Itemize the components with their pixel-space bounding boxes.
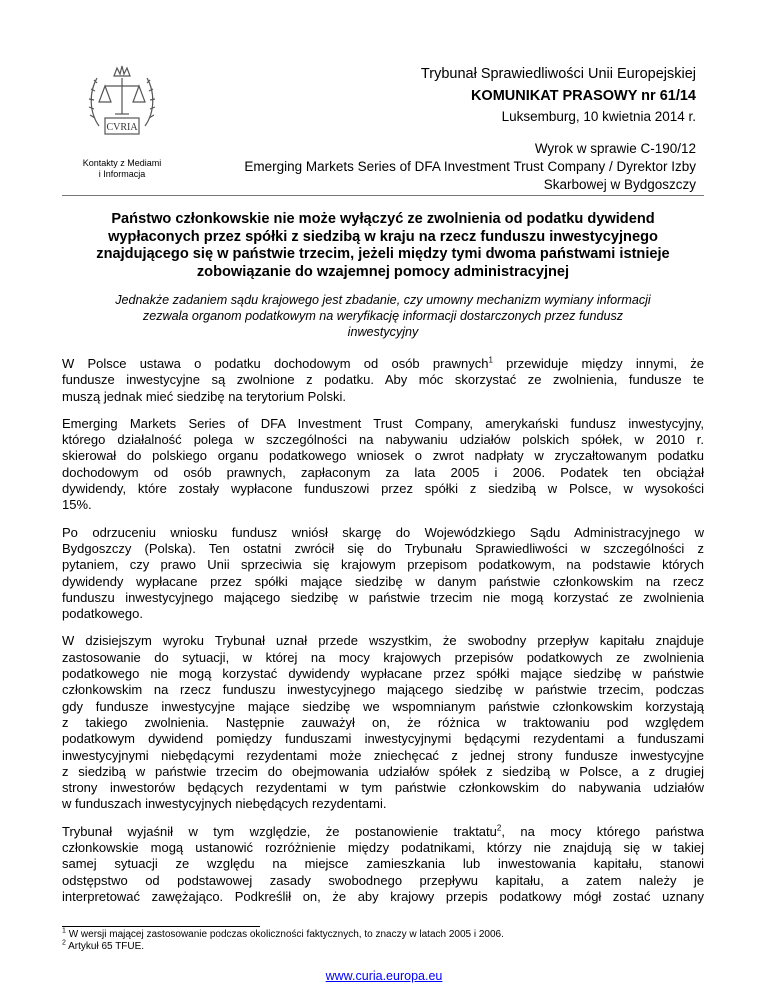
headline xyxy=(62,211,704,281)
subheadline-line: inwestycyjny xyxy=(347,325,419,339)
text-line: funduszu inwestycyjnego mającego siedzibę w państwie trzecim nie mogą korzystać ze zwolnienia xyxy=(62,589,704,605)
text-line: gdy fundusze inwestycyjne mające siedzibę we wspomnianym państwie członkowskim korzystają xyxy=(62,698,704,714)
body-text xyxy=(62,356,704,905)
text-line: skierował do polskiego organu podatkowego wniosek o zwrot nadpłaty w zryczałtowanym podatku xyxy=(62,448,704,464)
headline-line: zobowiązanie do wzajemnej pomocy administracyjnej xyxy=(196,263,570,280)
text-line: muszą jednak mieć siedzibę na terytorium Polski. xyxy=(62,388,346,404)
headline-line: wypłaconych przez spółki z siedzibą w kraju na rzecz funduszu inwestycyjnego xyxy=(108,228,658,245)
text-line: dochodowym od osób prawnych, zapłaconym za lata 2005 i 2006. Podatek ten obciążał xyxy=(62,464,704,480)
headline-line: Państwo członkowskie nie może wyłączyć ze zwolnienia od podatku dywidend xyxy=(111,211,655,227)
footnote-number: 2 xyxy=(62,939,66,947)
text-line: z takiego zwolnienia. Następnie zauważył on, że różnica w traktowaniu pod względem xyxy=(62,714,704,730)
paragraph-4 xyxy=(62,633,704,812)
paragraph-1 xyxy=(62,356,704,405)
footnote-text: Artykuł 65 TFUE. xyxy=(68,941,145,952)
subheadline-line: Jednakże zadaniem sądu krajowego jest zbadanie, czy umowny mechanizm wymiany informacji xyxy=(115,293,651,307)
text-fragment: Trybunał wyjaśnił w tym względzie, że postanowienie traktatu xyxy=(62,823,497,839)
text-line: dywidendy, które zostały wypłacone funduszowi przez spółki z siedzibą w Polsce, w wysokości xyxy=(62,481,704,497)
case-reference xyxy=(244,140,696,194)
footnote-number: 1 xyxy=(62,927,66,935)
footnote-1 xyxy=(62,929,504,941)
text-line: 15%. xyxy=(62,497,92,513)
release-date: Luksemburg, 10 kwietnia 2014 r. xyxy=(501,109,696,124)
text-fragment: W Polsce ustawa o podatku dochodowym od osób prawnych xyxy=(62,356,489,371)
subheadline xyxy=(62,292,704,340)
text-line: odstępstwo od podstawowej zasady swobodnego przepływu kapitału, a zatem należy je xyxy=(62,872,704,888)
logo-caption-line-2: i Informacja xyxy=(98,169,146,179)
text-line: zastosowanie do sytuacji, w której na mocy krajowych przepisów podatkowych ze zwolnienia xyxy=(62,649,704,665)
headline-line: znajdującego się w państwie trzecim, jeżeli między tymi dwoma państwami istnieje xyxy=(96,246,670,262)
logo-text: CVRIA xyxy=(106,122,138,133)
subheadline-line: zezwala organom podatkowym na weryfikację informacji dostarczonych przez fundusz xyxy=(142,309,624,323)
footnote-text: W wersji mającej zastosowanie podczas okoliczności faktycznych, to znaczy w latach 2005 i 2006. xyxy=(68,929,504,940)
text-line: strony inwestorów będących rezydentami w tym państwie członkowskim do nabywania udziałów xyxy=(62,780,704,796)
text-line: podatkowego. xyxy=(62,606,143,622)
text-line: interpretować zawężająco. Podkreślił on, że aby krajowy przepis podatkowy mógł zostać uznany xyxy=(62,888,704,904)
footnote-ref-2: 2 xyxy=(496,823,502,833)
court-name: Trybunał Sprawiedliwości Unii Europejskiej xyxy=(420,66,696,82)
text-fragment: , na mocy którego państwa xyxy=(501,823,704,839)
case-line-3: Skarbowej w Bydgoszczy xyxy=(543,177,696,192)
paragraph-3 xyxy=(62,525,704,623)
text-line: z siedzibą w państwie trzecim do obejmowania udziałów spółek z siedzibą w Polsce, a z drugiej xyxy=(62,763,704,779)
text-line: podatkowym dywidend pomiędzy funduszami inwestycyjnymi będącymi rezydentami a funduszami xyxy=(62,731,704,747)
case-line-1: Wyrok w sprawie C-190/12 xyxy=(534,141,696,156)
curia-logo xyxy=(85,62,159,154)
paragraph-2 xyxy=(62,416,704,514)
footnote-2 xyxy=(62,941,504,953)
press-release-number: KOMUNIKAT PRASOWY nr 61/14 xyxy=(470,88,696,104)
text-line xyxy=(62,356,704,372)
text-line: Bydgoszczy (Polska). Ten ostatni zwrócił się do Trybunału Sprawiedliwości w szczególności z xyxy=(62,540,704,556)
text-line: Po odrzuceniu wniosku fundusz wniósł skargę do Wojewódzkiego Sądu Administracyjnego w xyxy=(62,524,704,540)
text-line: Emerging Markets Series of DFA Investment Trust Company, amerykański fundusz inwestycyjny, xyxy=(62,415,704,431)
curia-website-link[interactable]: www.curia.europa.eu xyxy=(325,969,443,983)
case-line-2: Emerging Markets Series of DFA Investment Trust Company / Dyrektor Izby xyxy=(244,159,696,174)
text-line: w funduszach inwestycyjnych niebędących rezydentami. xyxy=(62,796,387,812)
logo-caption-line-1: Kontakty z Mediami xyxy=(82,158,162,168)
footnotes xyxy=(62,929,504,953)
text-line: dywidendy wypłacane przez spółki mające siedzibę w danym państwie członkowskim na rzecz xyxy=(62,573,704,589)
text-line: podatkowego nie mogą korzystać dywidendy wypłacane przez spółki mające siedzibę w państwie xyxy=(62,666,704,682)
text-line: członkowskim na rzecz funduszu inwestycyjnego mającego siedzibę w państwie trzecim, podczas xyxy=(62,682,704,698)
logo-caption xyxy=(70,158,174,180)
footnote-divider xyxy=(62,926,260,927)
text-line xyxy=(62,824,704,840)
text-line: którego działalność polega w szczególności na nabywaniu udziałów polskich spółek, w 2010 r. xyxy=(62,432,704,448)
text-line: samej sytuacji ze względu na miejsce zamieszkania lub inwestowania kapitału, stanowi xyxy=(62,856,704,872)
text-fragment: przewiduje między innymi, że xyxy=(492,356,704,371)
paragraph-5 xyxy=(62,824,704,905)
footnote-ref-1: 1 xyxy=(488,355,493,365)
text-line: pytaniem, czy prawo Unii sprzeciwia się krajowym przepisom podatkowym, na podstawie których xyxy=(62,557,704,573)
text-line: W dzisiejszym wyroku Trybunał uznał przede wszystkim, że swobodny przepływ kapitału znajduje xyxy=(62,633,704,649)
text-line: członkowskie mogą ustanowić rozróżnienie między podatnikami, którzy nie znajdują się w takiej xyxy=(62,840,704,856)
text-line: fundusze inwestycyjne są zwolnione z podatku. Aby móc skorzystać ze zwolnienia, fundusze te xyxy=(62,372,704,388)
header-divider xyxy=(62,195,704,196)
text-line: inwestycyjnymi niebędącymi rezydentami może zniechęcać z jednej strony fundusze inwestycyjne xyxy=(62,747,704,763)
